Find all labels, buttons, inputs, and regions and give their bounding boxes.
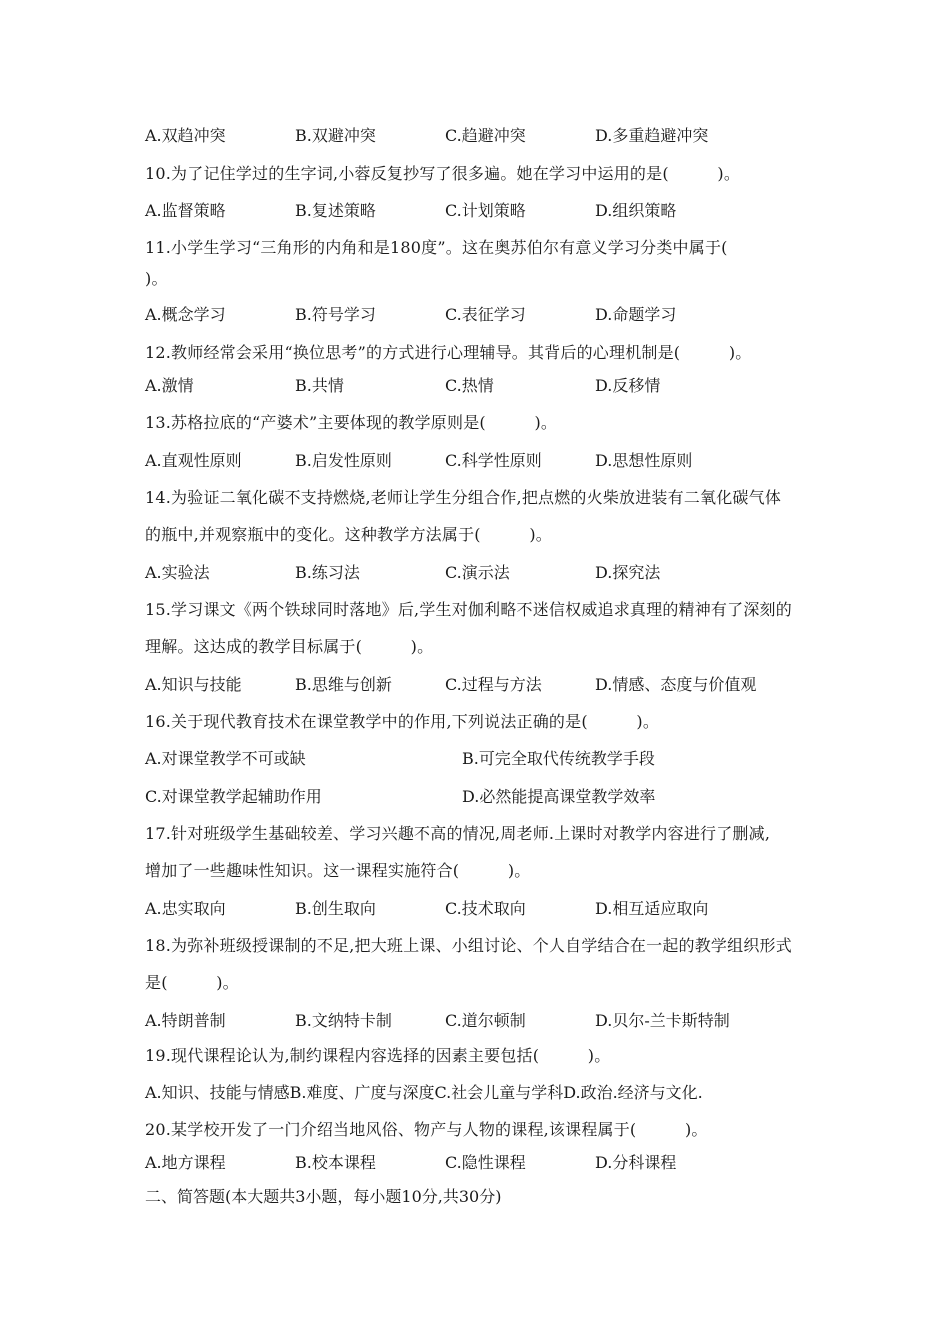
q16-option-b: B.可完全取代传统教学手段 [462,749,655,768]
q13-option-b: B.启发性原则 [295,451,392,470]
q19-stem: 19.现代课程论认为,制约课程内容选择的因素主要包括( )。 [145,1046,611,1065]
q13-stem: 13.苏格拉底的“产婆术”主要体现的教学原则是( )。 [145,413,558,432]
q9-option-b: B.双避冲突 [295,126,376,145]
q15-stem-line2: 理解。这达成的教学目标属于( )。 [145,637,434,656]
q15-option-b: B.思维与创新 [295,675,392,694]
q17-option-c: C.技术取向 [445,899,526,918]
q20-option-a: A.地方课程 [145,1153,226,1172]
q10-option-b: B.复述策略 [295,201,376,220]
q9-option-a: A.双趋冲突 [145,126,226,145]
q12-option-d: D.反移情 [595,376,661,395]
q9-option-c: C.趋避冲突 [445,126,526,145]
q16-option-a: A.对课堂教学不可或缺 [145,749,306,768]
q14-option-d: D.探究法 [595,563,661,582]
q14-stem-line1: 14.为验证二氧化碳不支持燃烧,老师让学生分组合作,把点燃的火柴放进装有二氧化碳气体 [145,488,782,507]
q10-option-c: C.计划策略 [445,201,526,220]
q10-options-row [145,200,825,222]
q17-stem-line1: 17.针对班级学生基础较差、学习兴趣不高的情况,周老师.上课时对教学内容进行了删减, [145,824,771,843]
q17-option-a: A.忠实取向 [145,899,226,918]
q11-options-row [145,304,825,326]
q15-option-d: D.情感、态度与价值观 [595,675,757,694]
q20-option-c: C.隐性课程 [445,1153,526,1172]
q14-options-row [145,562,825,584]
q14-option-c: C.演示法 [445,563,510,582]
q11-option-b: B.符号学习 [295,305,376,324]
q12-stem: 12.教师经常会采用“换位思考”的方式进行心理辅导。其背后的心理机制是( )。 [145,343,752,362]
section2-heading: 二、简答题(本大题共3小题，每小题10分,共30分) [145,1187,502,1206]
q18-option-c: C.道尔顿制 [445,1011,526,1030]
q11-option-d: D.命题学习 [595,305,677,324]
q20-stem: 20.某学校开发了一门介绍当地风俗、物产与人物的课程,该课程属于( )。 [145,1120,708,1139]
q18-option-b: B.文纳特卡制 [295,1011,392,1030]
q14-option-b: B.练习法 [295,563,360,582]
q16-option-d: D.必然能提高课堂教学效率 [462,787,656,806]
q18-option-a: A.特朗普制 [145,1011,226,1030]
q15-option-a: A.知识与技能 [145,675,242,694]
q12-option-b: B.共情 [295,376,344,395]
q19-options-line: A.知识、技能与情感B.难度、广度与深度C.社会儿童与学科D.政治.经济与文化. [145,1083,703,1102]
q16-option-c: C.对课堂教学起辅助作用 [145,787,322,806]
q14-stem-line2: 的瓶中,并观察瓶中的变化。这种教学方法属于( )。 [145,525,552,544]
q13-options-row [145,450,825,472]
q18-options-row [145,1010,825,1032]
q17-options-row [145,898,825,920]
q12-option-a: A.激情 [145,376,194,395]
q16-stem: 16.关于现代教育技术在课堂教学中的作用,下列说法正确的是( )。 [145,712,660,731]
q20-option-d: D.分科课程 [595,1153,677,1172]
q15-options-row [145,674,825,696]
q20-options-row [145,1152,825,1174]
q13-option-d: D.思想性原则 [595,451,693,470]
q12-option-c: C.热情 [445,376,494,395]
q15-stem-line1: 15.学习课文《两个铁球同时落地》后,学生对伽利略不迷信权威追求真理的精神有了深刻的 [145,600,792,619]
q17-option-b: B.创生取向 [295,899,376,918]
q15-option-c: C.过程与方法 [445,675,542,694]
q18-stem-line1: 18.为弥补班级授课制的不足,把大班上课、小组讨论、个人自学结合在一起的教学组织形式 [145,936,792,955]
q14-option-a: A.实验法 [145,563,210,582]
q20-option-b: B.校本课程 [295,1153,376,1172]
q11-option-c: C.表征学习 [445,305,526,324]
q9-options-row [145,125,825,147]
q10-option-d: D.组织策略 [595,201,677,220]
q10-stem: 10.为了记住学过的生字词,小蓉反复抄写了很多遍。她在学习中运用的是( )。 [145,164,741,183]
q18-option-d: D.贝尔-兰卡斯特制 [595,1011,730,1030]
q18-stem-line2: 是( )。 [145,973,239,992]
q17-option-d: D.相互适应取向 [595,899,709,918]
q9-option-d: D.多重趋避冲突 [595,126,709,145]
q16-options-row2 [145,786,825,808]
q12-options-row [145,375,825,397]
q10-option-a: A.监督策略 [145,201,226,220]
q13-option-a: A.直观性原则 [145,451,242,470]
q11-stem-line2: )。 [145,269,168,288]
q13-option-c: C.科学性原则 [445,451,542,470]
q16-options-row1 [145,748,825,770]
q11-stem-line1: 11.小学生学习“三角形的内角和是180度”。这在奥苏伯尔有意义学习分类中属于( [145,238,728,257]
q11-option-a: A.概念学习 [145,305,226,324]
q17-stem-line2: 增加了一些趣味性知识。这一课程实施符合( )。 [145,861,531,880]
